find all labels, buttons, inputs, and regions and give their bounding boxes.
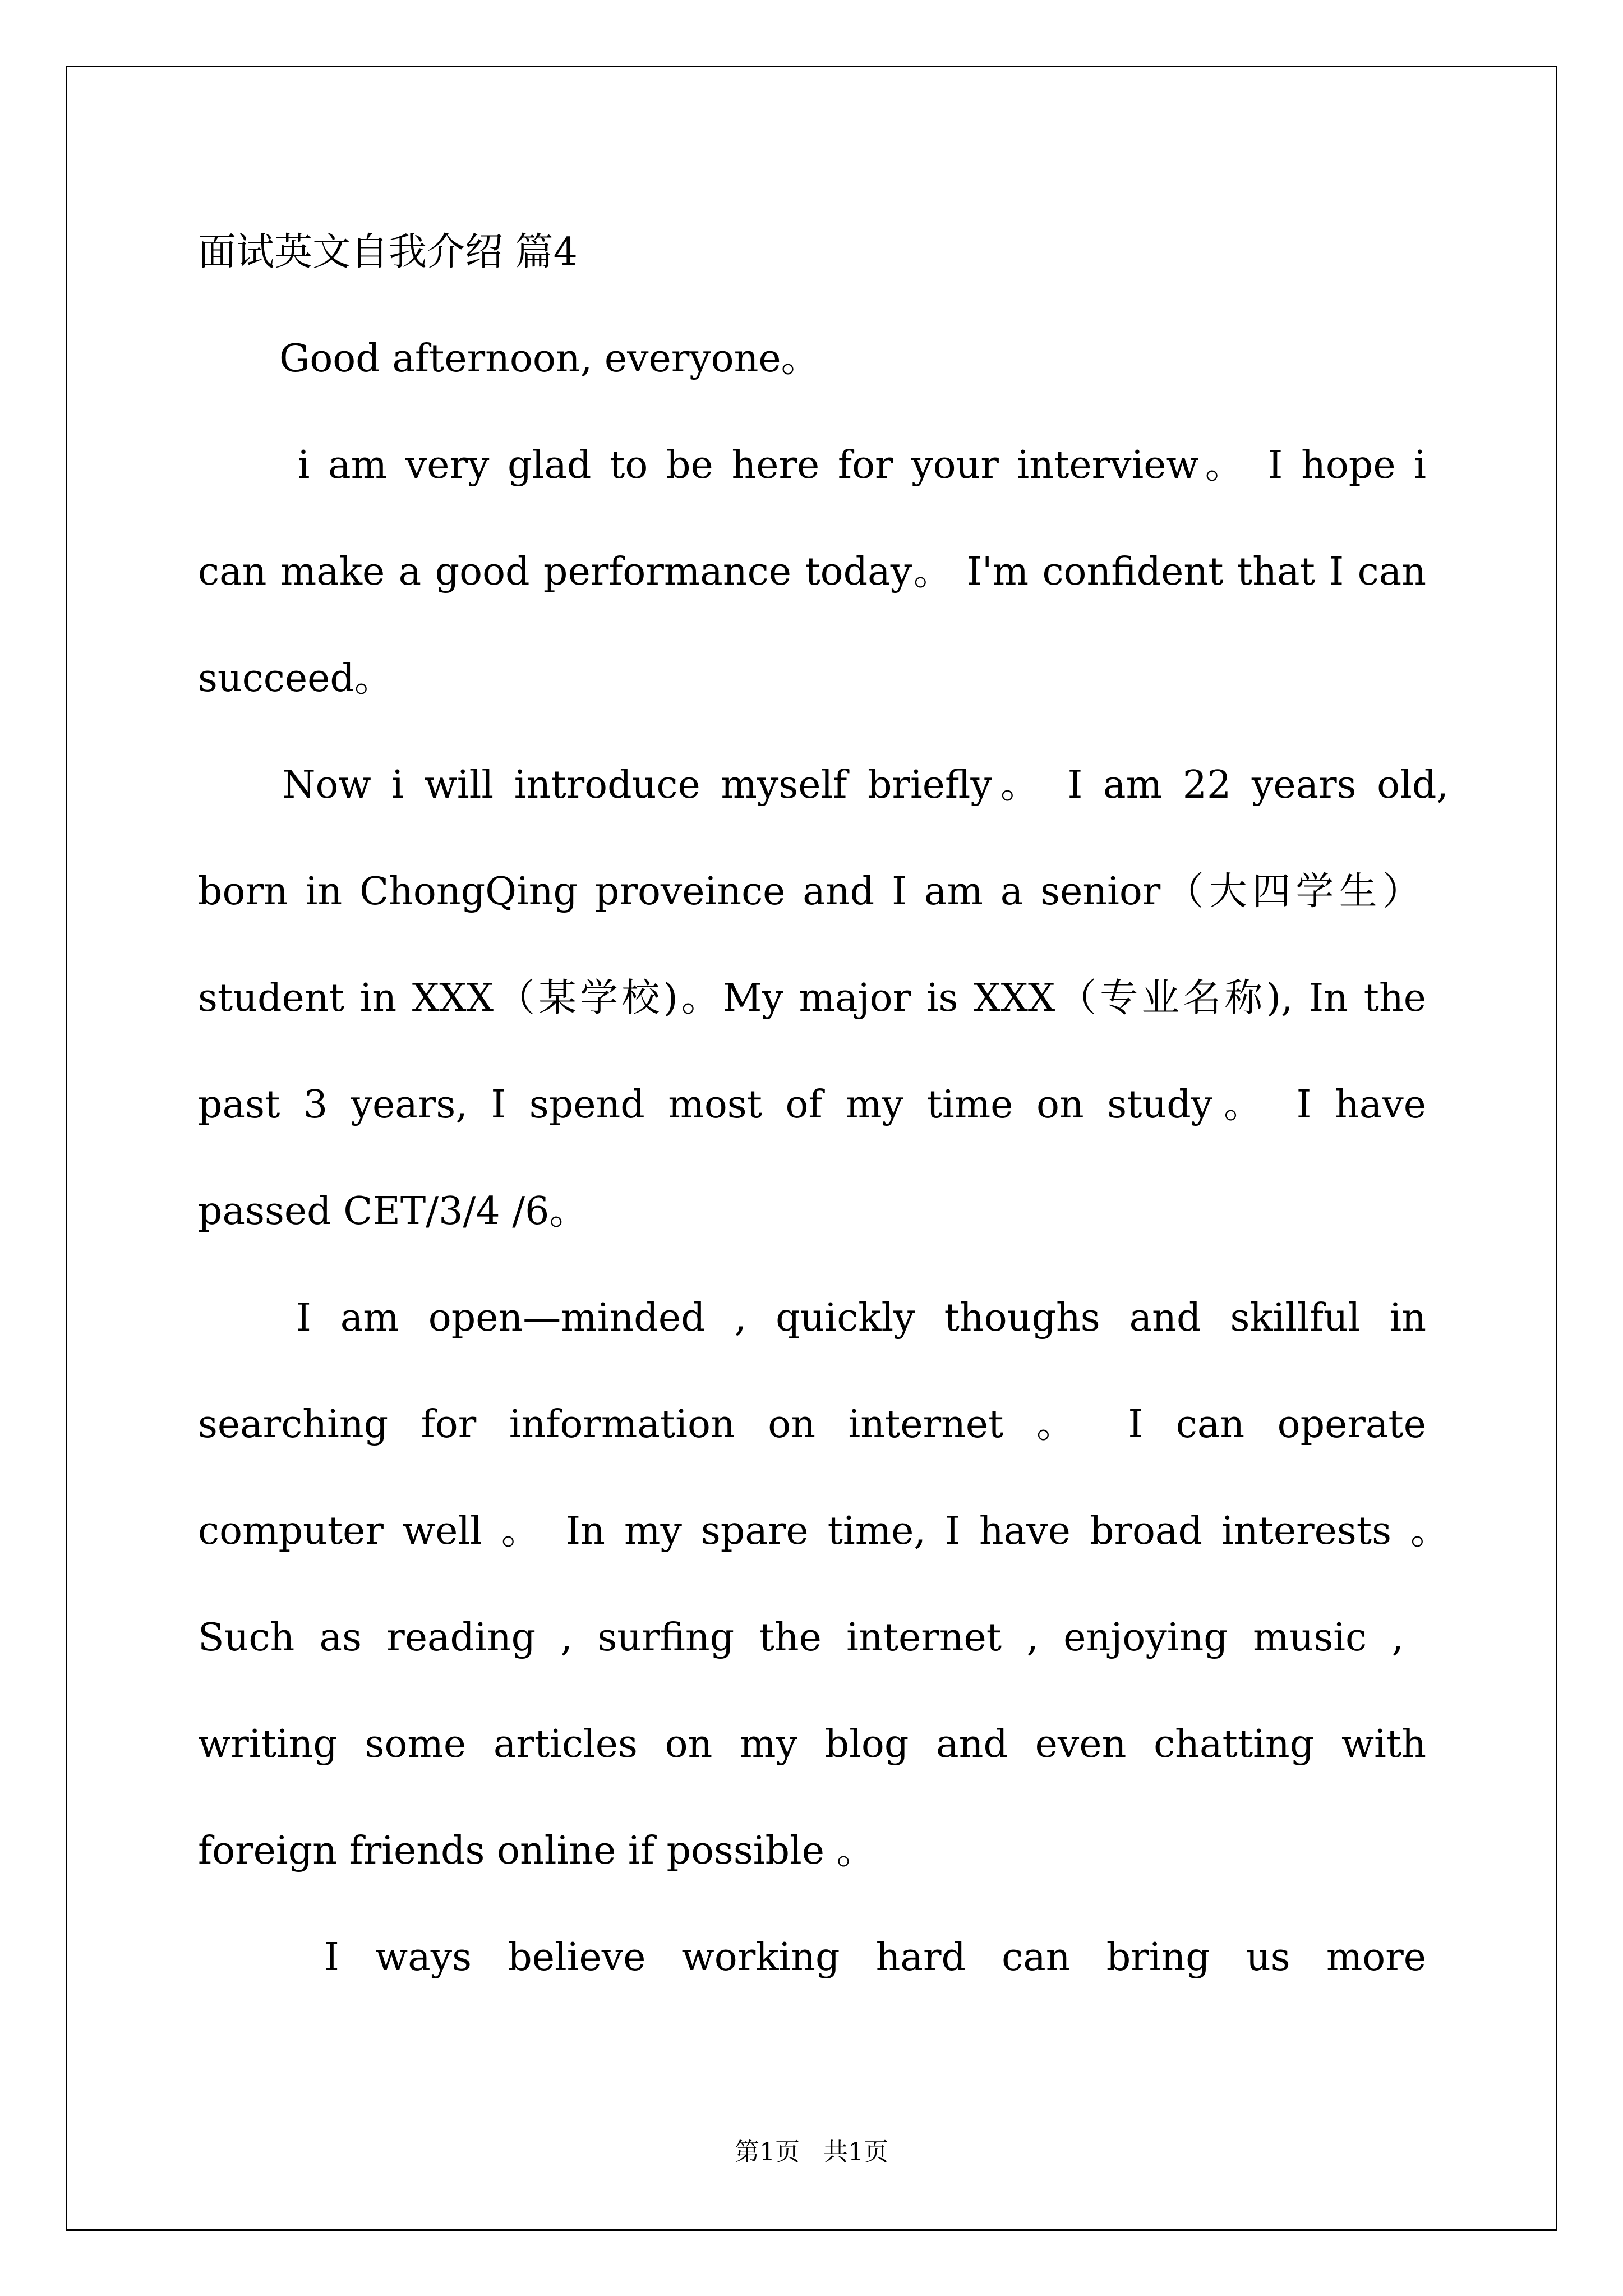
paragraph-line-4: succeed。 <box>198 656 393 701</box>
paragraph-line-6: born in ChongQing proveince and I am a senior（大四学生） <box>198 869 1421 914</box>
paragraph-line-16: I ways believe working hard can bring us more <box>324 1935 1426 1980</box>
paragraph-line-10: I am open—minded , quickly thoughs and skillful in <box>296 1296 1426 1340</box>
paragraph-line-13: Such as reading , surfing the internet , enjoying music , <box>198 1616 1404 1660</box>
paragraph-line-12: computer well 。 In my spare time, I have broad interests 。 <box>198 1509 1449 1553</box>
paragraph-line-9: passed CET/3/4 /6。 <box>198 1189 588 1234</box>
paragraph-line-14: writing some articles on my blog and even chatting with <box>198 1722 1426 1766</box>
paragraph-line-2: i am very glad to be here for your interview。 I hope i <box>279 443 1426 487</box>
page-footer: 第1页 共1页 <box>735 2138 888 2166</box>
paragraph-line-3: can make a good performance today。 I'm confident that I can <box>198 550 1426 594</box>
paragraph-line-15: foreign friends online if possible 。 <box>198 1829 875 1873</box>
paragraph-line-1: Good afternoon, everyone。 <box>279 337 819 381</box>
paragraph-line-8: past 3 years, I spend most of my time on study。 I have <box>198 1083 1426 1127</box>
document-title: 面试英文自我介绍 篇4 <box>198 230 578 274</box>
paragraph-line-5: Now i will introduce myself briefly。 I am 22 years old, <box>282 763 1449 807</box>
page-border <box>66 66 1557 2231</box>
paragraph-line-7: student in XXX（某学校)。My major is XXX（专业名称), In the <box>198 976 1426 1020</box>
paragraph-line-11: searching for information on internet 。 I can operate <box>198 1402 1426 1447</box>
